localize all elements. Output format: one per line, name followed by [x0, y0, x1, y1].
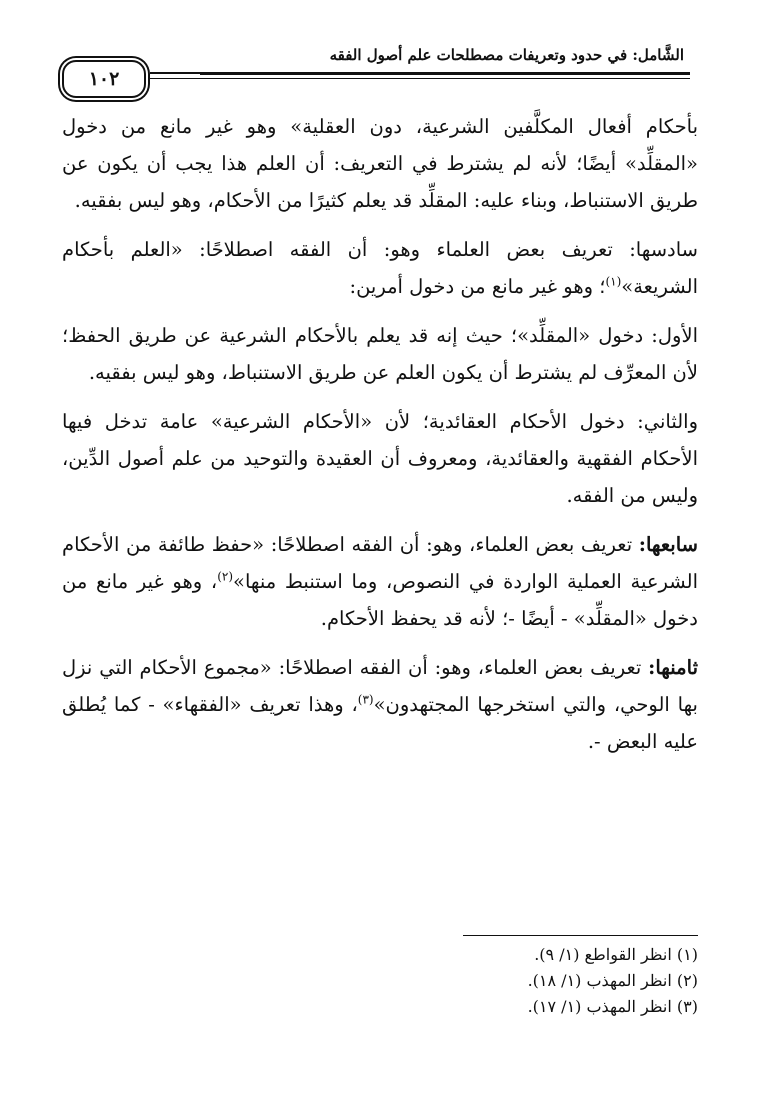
paragraph-text: تعريف بعض العلماء، وهو: أن الفقه اصطلاحًا: «حفظ طائفة من الأحكام الشرعية العملية الواردة في النصوص، وما استنبط منها»: [62, 533, 699, 593]
header-rule-thick: [200, 72, 690, 75]
paragraph-lead: سابعها:: [638, 533, 698, 556]
footnote-ref: (١): [605, 274, 622, 289]
paragraph: [62, 231, 698, 305]
paragraph: [62, 403, 698, 514]
page-number: ١٠٢: [62, 60, 146, 98]
paragraph: [62, 649, 698, 760]
book-title: الشَّامل: في حدود وتعريفات مصطلحات علم أصول الفقه: [329, 46, 684, 64]
paragraph-text: تعريف بعض العلماء، وهو: أن الفقه اصطلاحًا: «مجموع الأحكام التي نزل بها الوحي، والتي استخرجها المجتهدون»: [62, 656, 698, 716]
paragraph-tail: ، وهذا تعريف «الفقهاء» - كما يُطلق عليه البعض -.: [62, 693, 698, 753]
main-text: [62, 108, 698, 772]
page-number-rule-top: [150, 72, 200, 74]
running-header: [60, 42, 690, 100]
footnote: (٣) انظر المهذب (١/ ١٧).: [527, 997, 698, 1016]
paragraph-lead: ثامنها:: [648, 656, 698, 679]
paragraph: [62, 526, 698, 637]
paragraph-text: بأحكام أفعال المكلَّفين الشرعية، دون العقلية» وهو غير مانع من دخول «المقلِّد» أيضًا؛ لأنه لم يشترط في التعريف: أن العلم هذا يجب أن يكون عن طريق الاستنباط، وبناء عليه: المقلِّد قد يعلم كثيرًا من الأحكام، وهو ليس بفقيه.: [62, 115, 698, 212]
paragraph: [62, 317, 698, 391]
footnotes: [62, 942, 698, 1020]
footnote: (٢) انظر المهذب (١/ ١٨).: [527, 971, 698, 990]
header-rule-thin: [200, 78, 690, 79]
paragraph-text: والثاني: دخول الأحكام العقائدية؛ لأن «الأحكام الشرعية» عامة تدخل فيها الأحكام الفقهية والعقائدية، ومعروف أن العقيدة والتوحيد من علم أصول الدِّين، وليس من الفقه.: [62, 410, 698, 507]
footnote-ref: (٣): [357, 692, 374, 707]
paragraph-tail: ، وهو غير مانع من دخول «المقلِّد» - أيضًا -؛ لأنه قد يحفظ الأحكام.: [62, 570, 698, 630]
paragraph-text: سادسها: تعريف بعض العلماء وهو: أن الفقه اصطلاحًا: «العلم بأحكام الشريعة»: [62, 238, 698, 298]
paragraph-tail: ؛ وهو غير مانع من دخول أمرين:: [349, 275, 606, 298]
footnote-separator: [463, 935, 698, 936]
paragraph: [62, 108, 698, 219]
page-number-rule-bottom: [150, 78, 200, 79]
footnote-ref: (٢): [217, 569, 234, 584]
paragraph-text: الأول: دخول «المقلِّد»؛ حيث إنه قد يعلم بالأحكام الشرعية عن طريق الحفظ؛ لأن المعرِّف لم يشترط أن يكون العلم عن طريق الاستنباط، وهو ليس بفقيه.: [62, 324, 698, 384]
footnote: (١) انظر القواطع (١/ ٩).: [534, 945, 698, 964]
